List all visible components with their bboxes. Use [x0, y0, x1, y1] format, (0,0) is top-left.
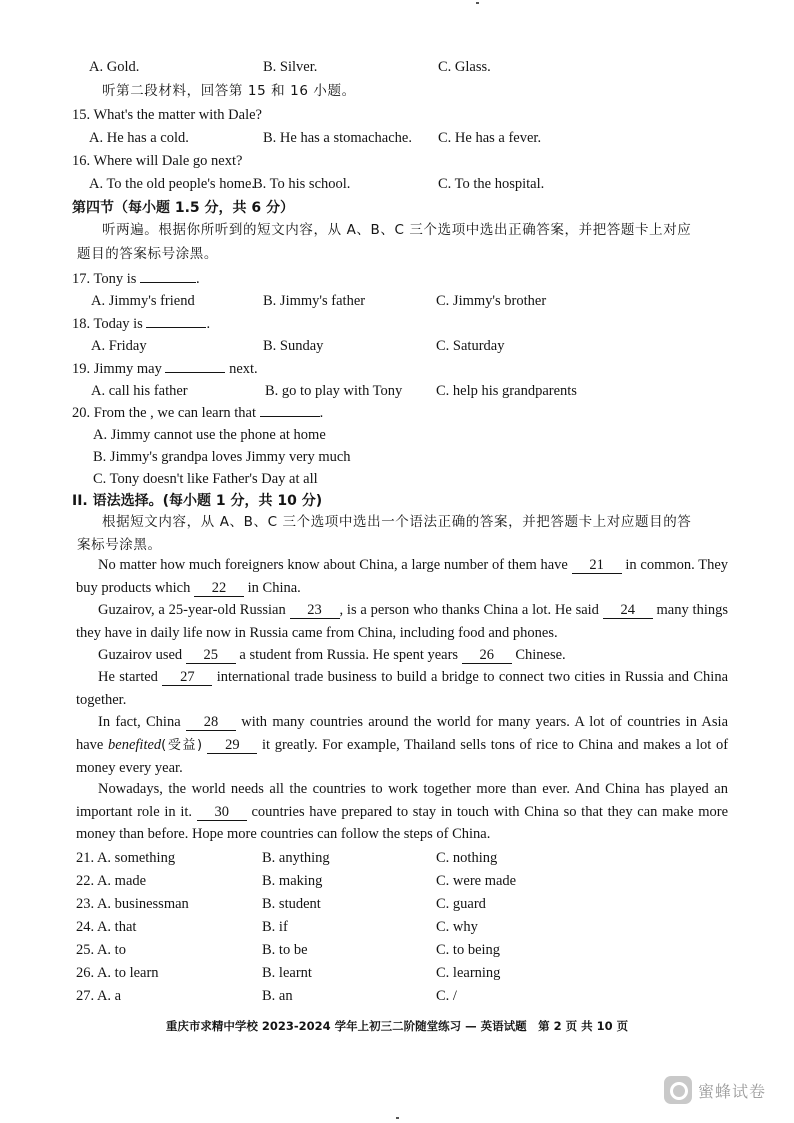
q23-option-b: B. student: [262, 896, 321, 912]
q22-option-b: B. making: [262, 873, 323, 889]
section3-part2-instruction: 听第二段材料，回答第 15 和 16 小题。: [102, 83, 356, 99]
blank-28: 28: [186, 714, 236, 731]
passage-paragraph-3: [76, 644, 728, 667]
q20-stem-line: [0, 402, 794, 424]
q24-option-c: C. why: [436, 919, 478, 935]
blank-24: 24: [603, 602, 653, 619]
part2-heading: II. 语法选择。(每小题 1 分，共 10 分): [72, 493, 323, 509]
q14-option-b: B. Silver.: [263, 59, 318, 75]
q16-option-a: A. To the old people's home.: [89, 176, 256, 192]
q15-stem: 15. What's the matter with Dale?: [72, 107, 262, 123]
passage-text: In fact, China: [98, 714, 181, 730]
q16-stem-line: [0, 150, 794, 172]
section4-heading: 第四节（每小题 1.5 分，共 6 分）: [72, 200, 295, 216]
passage-text: countries have prepared to stay in touch with China so that they can make more money than before. Hope more countries can follow the steps of China.: [76, 803, 729, 842]
q26-option-c: C. learning: [436, 965, 501, 981]
q20-option-a: A. Jimmy cannot use the phone at home: [93, 427, 326, 443]
watermark-logo-icon: [664, 1076, 692, 1104]
q27-option-b: B. an: [262, 988, 293, 1004]
q22-options: [0, 870, 794, 892]
q23-option-c: C. guard: [436, 896, 486, 912]
part2-heading-line: [0, 490, 794, 512]
part2-instruction-1: 根据短文内容，从 A、B、C 三个选项中选出一个语法正确的答案，并把答题卡上对应题目的答: [102, 514, 692, 530]
q23-options: [0, 893, 794, 915]
q26-option-b: B. learnt: [262, 965, 312, 981]
benefited-word: benefited: [108, 736, 162, 753]
blank-21: 21: [572, 557, 622, 574]
q17-stem-line: [0, 268, 794, 290]
q21-option-a: 21. A. something: [76, 850, 176, 866]
watermark: [664, 1076, 766, 1104]
passage-text: Nowadays, the world needs all the countries to work together more than ever. And China has played an important role in it.: [76, 781, 728, 820]
q19-stem: [72, 358, 258, 380]
q20-stem-suffix: .: [319, 405, 324, 421]
page-footer: 重庆市求精中学校 2023-2024 学年上初三二阶随堂练习 — 英语试题 第 2 页 共 10 页: [165, 1019, 629, 1033]
q27-option-a: 27. A. a: [76, 988, 122, 1004]
q15-option-a: A. He has a cold.: [89, 130, 189, 146]
passage-text: with many countries around the world for many years. A lot of countries in Asia have: [76, 714, 729, 753]
q20-answer-blank: [260, 403, 320, 417]
q23-option-a: 23. A. businessman: [76, 896, 189, 912]
section3-part2-instruction-line: [0, 80, 794, 102]
q19-option-a: A. call his father: [91, 383, 188, 399]
q18-option-a: A. Friday: [91, 338, 147, 354]
q14-options: [0, 56, 794, 78]
passage-paragraph-4: [76, 666, 728, 711]
q18-option-b: B. Sunday: [263, 338, 324, 354]
blank-23: 23: [290, 602, 340, 619]
passage-text: Guzairov used: [98, 647, 183, 663]
q16-option-c: C. To the hospital.: [438, 176, 545, 192]
q20-option-b: B. Jimmy's grandpa loves Jimmy very much: [93, 449, 351, 465]
blank-30: 30: [197, 804, 247, 821]
blank-25: 25: [186, 647, 236, 664]
q18-stem-suffix: .: [206, 316, 211, 332]
q16-option-b: B. To his school.: [253, 176, 351, 192]
passage-paragraph-5: [76, 711, 728, 780]
q18-stem-prefix: 18. Today is: [72, 316, 143, 332]
q21-options: [0, 847, 794, 869]
passage-paragraph-1: [76, 554, 728, 599]
q20-stem: [72, 402, 323, 424]
q17-option-c: C. Jimmy's brother: [436, 293, 547, 309]
q21-option-b: B. anything: [262, 850, 330, 866]
q14-option-a: A. Gold.: [89, 59, 140, 75]
q25-options: [0, 939, 794, 961]
benefited-gloss: (受益): [161, 737, 203, 753]
q16-stem: 16. Where will Dale go next?: [72, 153, 243, 169]
q24-options: [0, 916, 794, 938]
q17-option-b: B. Jimmy's father: [263, 293, 366, 309]
q15-option-c: C. He has a fever.: [438, 130, 542, 146]
q24-option-b: B. if: [262, 919, 288, 935]
scan-speck: [396, 1117, 399, 1119]
passage-text: Guzairov, a 25-year-old Russian: [98, 602, 286, 618]
q14-option-c: C. Glass.: [438, 59, 491, 75]
q26-option-a: 26. A. to learn: [76, 965, 159, 981]
q15-option-b: B. He has a stomachache.: [263, 130, 412, 146]
part2-instruction-line2: [0, 534, 794, 556]
q22-option-a: 22. A. made: [76, 873, 147, 889]
q20-option-b-line: [0, 446, 794, 468]
q20-option-c-line: [0, 468, 794, 490]
section4-instruction-line1: [0, 219, 794, 241]
q27-option-c: C. /: [436, 988, 457, 1004]
q19-stem-line: [0, 358, 794, 380]
scan-speck: [476, 2, 479, 4]
q21-option-c: C. nothing: [436, 850, 498, 866]
passage-text: No matter how much foreigners know about China, a large number of them have: [98, 557, 568, 573]
passage-text: in China.: [247, 579, 301, 596]
q26-options: [0, 962, 794, 984]
passage-text: , is a person who thanks China a lot. He said: [339, 602, 599, 618]
q20-option-c: C. Tony doesn't like Father's Day at all: [93, 471, 318, 487]
passage-text: it greatly. For example, Thailand sells tons of rice to China and makes a lot of money every year.: [76, 736, 729, 776]
q20-option-a-line: [0, 424, 794, 446]
passage-text: a student from Russia. He spent years: [239, 647, 459, 663]
part2-instruction-line1: [0, 511, 794, 533]
q18-stem: [72, 313, 210, 335]
blank-22: 22: [194, 580, 244, 597]
passage-text: international trade business to build a bridge to connect two cities in Russia and China together.: [76, 669, 729, 708]
q19-option-c: C. help his grandparents: [436, 383, 577, 399]
q25-option-b: B. to be: [262, 942, 308, 958]
blank-27: 27: [162, 669, 212, 686]
q25-option-c: C. to being: [436, 942, 501, 958]
q18-option-c: C. Saturday: [436, 338, 505, 354]
q18-stem-line: [0, 313, 794, 335]
q18-options: [0, 335, 794, 357]
watermark-text: 蜜蜂试卷: [698, 1081, 767, 1101]
q19-answer-blank: [165, 359, 225, 373]
q17-option-a: A. Jimmy's friend: [91, 293, 195, 309]
section4-heading-line: [0, 197, 794, 219]
q15-options: [0, 127, 794, 149]
q17-stem-suffix: .: [196, 271, 200, 287]
q22-option-c: C. were made: [436, 873, 517, 889]
q17-stem-prefix: 17. Tony is: [72, 271, 137, 287]
q18-answer-blank: [146, 314, 206, 328]
q19-stem-prefix: 19. Jimmy may: [72, 361, 162, 377]
q17-answer-blank: [140, 269, 196, 283]
section4-instruction-line2: [0, 243, 794, 265]
section4-instruction-2: 题目的答案标号涂黑。: [77, 246, 218, 262]
blank-26: 26: [462, 647, 512, 664]
q27-options: [0, 985, 794, 1007]
passage-paragraph-2: [76, 599, 728, 644]
q17-options: [0, 290, 794, 312]
q15-stem-line: [0, 104, 794, 126]
passage-text: He started: [98, 669, 158, 685]
passage-text: Chinese.: [515, 647, 566, 663]
part2-instruction-2: 案标号涂黑。: [77, 537, 162, 553]
passage-text: many things they have in daily life now in Russia came from China, including food and phones.: [76, 602, 728, 641]
q20-stem-prefix: 20. From the , we can learn that: [72, 405, 257, 421]
q19-options: [0, 380, 794, 402]
section4-instruction-1: 听两遍。根据你所听到的短文内容，从 A、B、C 三个选项中选出正确答案，并把答题卡上对应: [102, 222, 692, 238]
q19-option-b: B. go to play with Tony: [265, 383, 403, 399]
passage-text: in common. They buy products which: [76, 557, 729, 596]
q16-options: [0, 173, 794, 195]
q19-stem-suffix: next.: [229, 361, 258, 377]
q24-option-a: 24. A. that: [76, 919, 137, 935]
q25-option-a: 25. A. to: [76, 942, 126, 958]
passage-paragraph-6: [76, 778, 728, 846]
blank-29: 29: [207, 737, 257, 754]
q17-stem: [72, 268, 200, 290]
